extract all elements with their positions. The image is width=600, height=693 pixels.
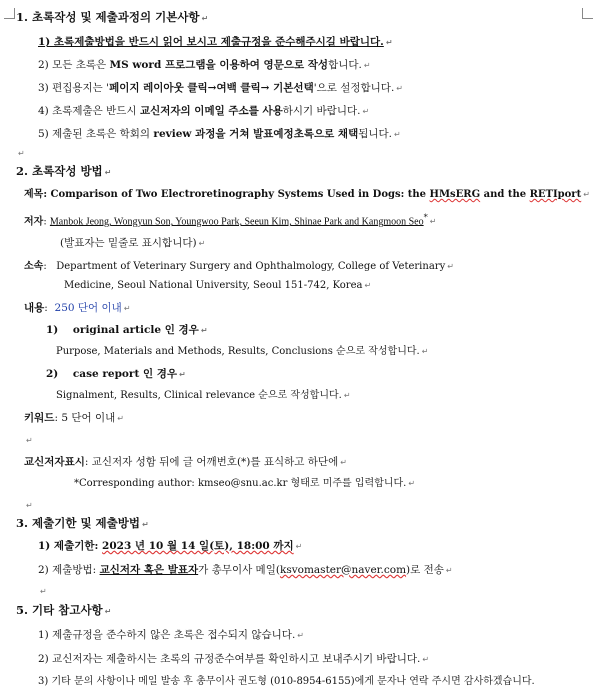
corresponding-line: 교신저자표시: 교신저자 성함 뒤에 글 어깨번호(*)를 표식하고 하단에 ↵ — [24, 456, 347, 468]
note-1: 1) 제출규정을 준수하지 않은 초록은 접수되지 않습니다. ↵ — [38, 629, 304, 641]
content-line: 내용: 250 단어 이내 ↵ — [24, 302, 131, 314]
blank-line: ↵ — [40, 587, 47, 596]
affiliation-line-2: Medicine, Seoul National University, Seoul 151-742, Korea ↵ — [64, 280, 372, 291]
case-report-desc: Signalment, Results, Clinical relevance 순으로 작성합니다. ↵ — [56, 390, 351, 401]
section-2-title: 2. 초록작성 방법 ↵ — [16, 164, 112, 178]
affiliation-line-1: 소속: Department of Veterinary Surgery and Ophthalmology, College of Veterinary ↵ — [24, 261, 454, 272]
note-2: 2) 교신저자는 제출하시는 초록의 규정준수여부를 확인하시고 보내주시기 바랍니다. ↵ — [38, 653, 430, 665]
note-3: 3) 기타 문의 사항이나 메일 발송 후 총무이사 권도형 (010-8954-6155)에게 문자나 연락 주시면 감사하겠습니다. — [38, 676, 535, 687]
crop-mark-top-left — [4, 8, 15, 19]
deadline-line: 1) 제출기한: 2023 년 10 월 14 일(토), 18:00 까지 ↵ — [38, 540, 303, 552]
keywords-line: 키워드: 5 단어 이내 ↵ — [24, 412, 124, 424]
section-1-item-1: 1) 초록제출방법을 반드시 읽어 보시고 제출규정을 준수해주시길 바랍니다. ↵ — [38, 36, 393, 48]
corresponding-note: *Corresponding author: kmseo@snu.ac.kr 형태로 미주를 입력합니다. ↵ — [74, 478, 416, 489]
blank-line: ↵ — [26, 436, 33, 445]
crop-mark-top-right — [582, 8, 593, 19]
section-5-title: 5. 기타 참고사항 ↵ — [16, 603, 112, 617]
presenter-note: (발표자는 밑줄로 표시합니다) ↵ — [60, 237, 206, 249]
blank-line: ↵ — [18, 149, 25, 158]
blank-line: ↵ — [26, 501, 33, 510]
section-3-title: 3. 제출기한 및 제출방법 ↵ — [16, 516, 149, 530]
section-1-item-2: 2) 모든 초록은 MS word 프로그램을 이용하여 영문으로 작성합니다. ↵ — [38, 59, 371, 71]
method-line: 2) 제출방법: 교신저자 혹은 발표자가 총무이사 메일(ksvomaster@naver.com)로 전송 ↵ — [38, 564, 453, 576]
abstract-title-line: 제목: Comparison of Two Electroretinography Systems Used in Dogs: the HMsERG and the RETIport ↵ — [24, 189, 590, 200]
author-line: 저자: Manbok Jeong, Wongyun Son, Youngwoo Park, Seeun Kim, Shinae Park and Kangmoon Seo* ↵ — [24, 212, 437, 228]
section-1-item-4: 4) 초록제출은 반드시 교신저자의 이메일 주소를 사용하시기 바랍니다. ↵ — [38, 105, 370, 117]
section-1-item-5: 5) 제출된 초록은 학회의 review 과정을 거쳐 발표예정초록으로 채택됩니다. ↵ — [38, 128, 401, 140]
section-1-title: 1. 초록작성 및 제출과정의 기본사항 ↵ — [16, 10, 209, 24]
original-article-desc: Purpose, Materials and Methods, Results, Conclusions 순으로 작성합니다. ↵ — [56, 346, 429, 357]
section-1-item-3: 3) 편집용지는 '페이지 레이아웃 클릭→여백 클릭→ 기본선택'으로 설정합니다. ↵ — [38, 82, 403, 94]
original-article-heading: 1) original article 인 경우 ↵ — [46, 324, 208, 336]
case-report-heading: 2) case report 인 경우 ↵ — [46, 368, 186, 380]
